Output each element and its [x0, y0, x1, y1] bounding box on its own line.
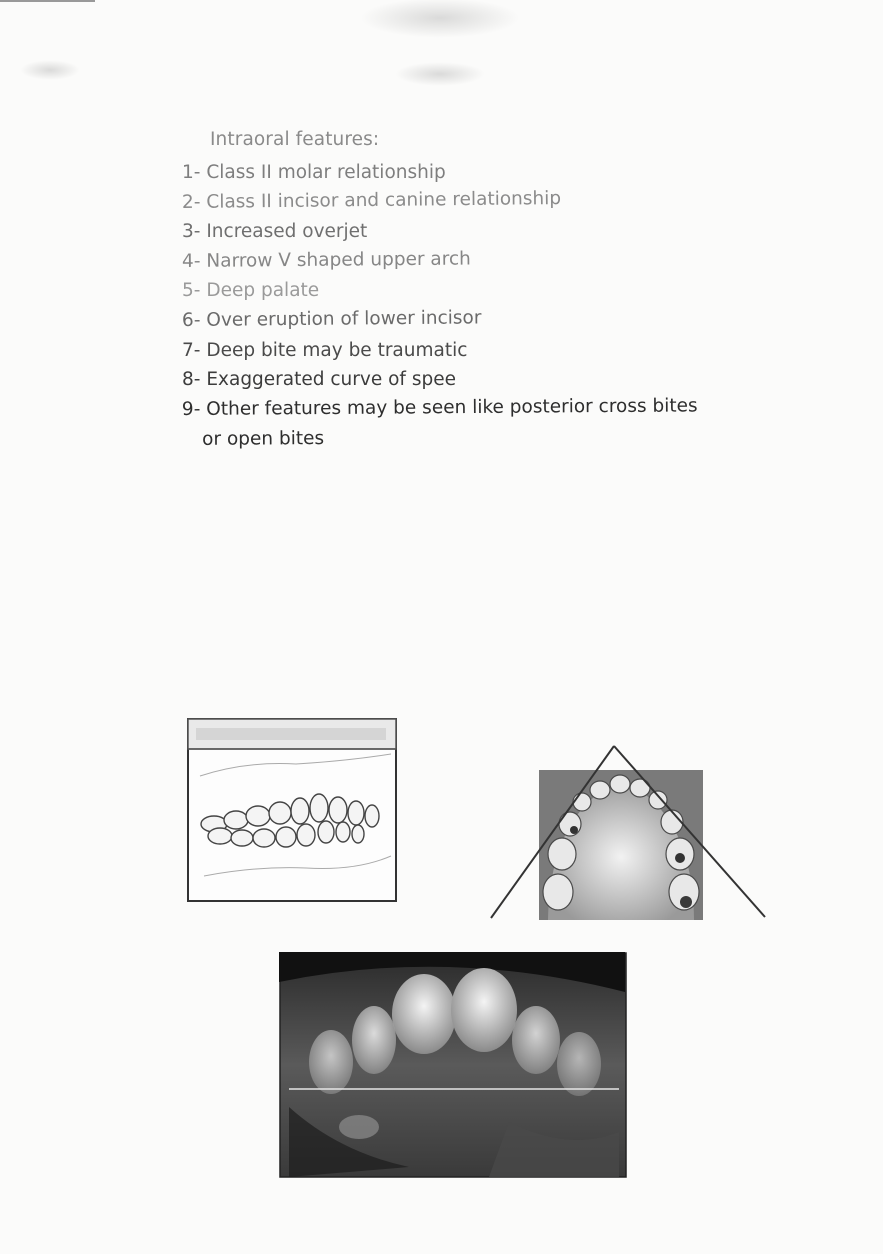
list-item: 2- Class II incisor and canine relationship [181, 187, 562, 213]
section-heading: Intraoral features: [210, 129, 380, 150]
feature-text: Class II molar relationship [206, 162, 446, 183]
list-item: 3- Increased overjet [182, 221, 368, 243]
list-item: 7- Deep bite may be traumatic [182, 339, 468, 361]
teeth-occlusion-drawing [186, 716, 400, 906]
scan-smudge [20, 60, 80, 80]
feature-text: Deep bite may be traumatic [206, 339, 468, 361]
front-teeth-photo [279, 952, 627, 1180]
feature-text: Class II incisor and canine relationship [206, 187, 562, 213]
feature-text: Exaggerated curve of spee [206, 369, 456, 391]
feature-text: Other features may be seen like posterior cross bites [206, 395, 698, 420]
list-item: 8- Exaggerated curve of spee [182, 369, 456, 391]
feature-text: Deep palate [206, 280, 320, 302]
feature-list [182, 158, 698, 454]
scan-edge-line [0, 0, 95, 2]
list-item: 5- Deep palate [182, 280, 320, 302]
list-item: 1- Class II molar relationship [182, 162, 446, 183]
scan-smudge [360, 0, 520, 38]
feature-text: Narrow V shaped upper arch [206, 248, 471, 272]
list-item: 9- Other features may be seen like posterior cross bites or open bites [182, 391, 698, 454]
upper-arch-photo [488, 742, 770, 922]
feature-continuation: or open bites [202, 427, 325, 450]
scan-smudge [395, 62, 485, 86]
feature-text: Increased overjet [206, 221, 368, 243]
list-item: 6- Over eruption of lower incisor [181, 307, 482, 331]
feature-text: Over eruption of lower incisor [206, 307, 482, 331]
list-item: 4- Narrow V shaped upper arch [181, 248, 471, 272]
